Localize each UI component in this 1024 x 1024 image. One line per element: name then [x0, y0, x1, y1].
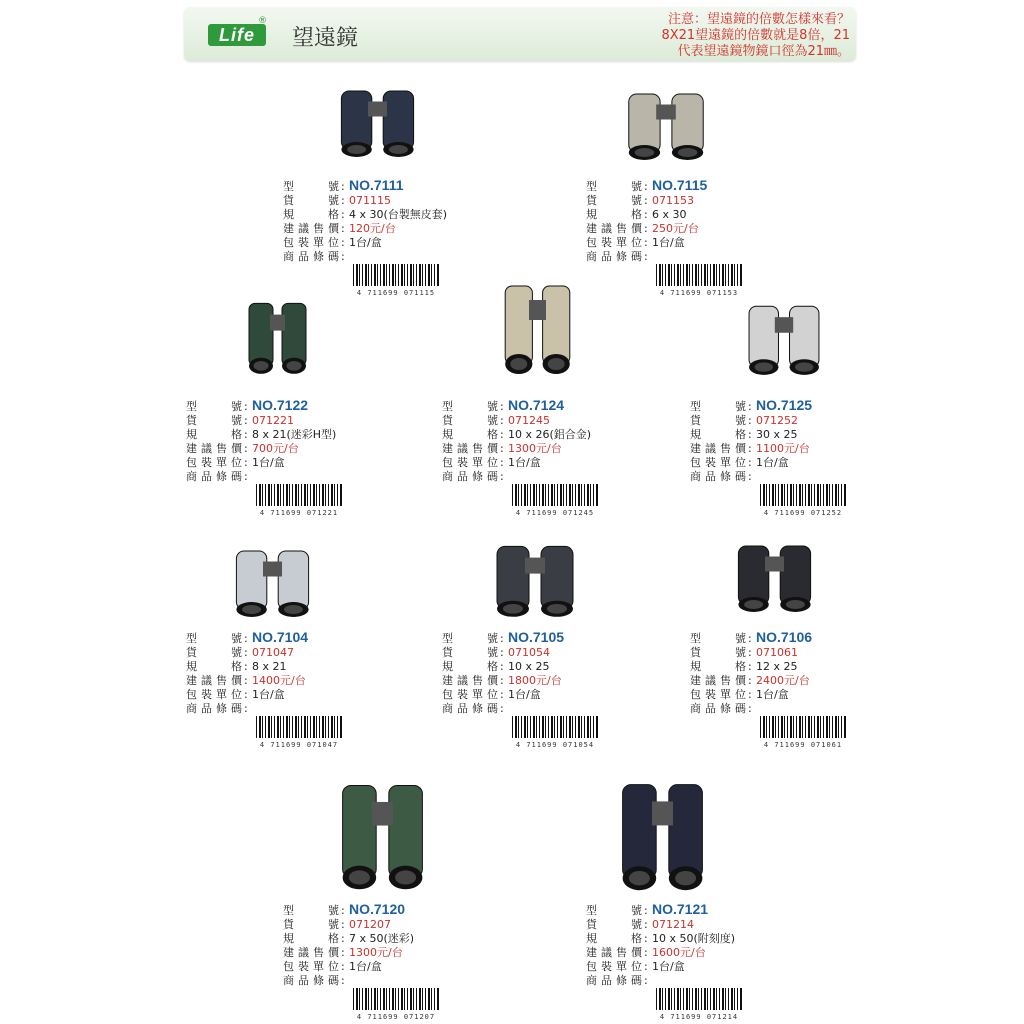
barcode-stripes: [760, 484, 846, 506]
colon: :: [500, 442, 504, 455]
colon: :: [500, 688, 504, 701]
unit-value: 1台/盒: [756, 688, 789, 701]
code-value: 071245: [508, 414, 550, 427]
colon: :: [500, 632, 504, 645]
model-value: NO.7111: [349, 177, 404, 193]
model-label: 型 號: [690, 632, 746, 645]
barcode: [512, 484, 598, 517]
code-label: 貨 號: [690, 646, 746, 659]
spec-value: 8 x 21(迷彩H型): [252, 428, 337, 441]
model-value: NO.7120: [349, 901, 406, 917]
barcode-label: 商品條碼: [586, 974, 642, 987]
colon: :: [644, 208, 648, 221]
barcode: [512, 716, 598, 749]
barcode-digits: 4 711699 071245: [515, 509, 595, 517]
binocular-image: [240, 297, 315, 377]
model-label: 型 號: [186, 400, 242, 413]
model-label: 型 號: [586, 904, 642, 917]
price-label: 建議售價: [442, 442, 498, 455]
barcode-stripes: [760, 716, 846, 738]
barcode: [760, 484, 846, 517]
unit-label: 包裝單位: [186, 688, 242, 701]
colon: :: [644, 918, 648, 931]
spec-label: 規 格: [283, 932, 339, 945]
colon: :: [341, 222, 345, 235]
colon: :: [644, 946, 648, 959]
unit-label: 包裝單位: [586, 236, 642, 249]
unit-label: 包裝單位: [283, 960, 339, 973]
barcode-label: 商品條碼: [690, 470, 746, 483]
colon: :: [644, 960, 648, 973]
barcode: [656, 988, 742, 1021]
barcode-label: 商品條碼: [186, 470, 242, 483]
barcode-label: 商品條碼: [186, 702, 242, 715]
unit-label: 包裝單位: [690, 688, 746, 701]
model-value: NO.7121: [652, 901, 709, 917]
colon: :: [244, 688, 248, 701]
model-label: 型 號: [442, 632, 498, 645]
colon: :: [341, 946, 345, 959]
binocular-image: [495, 278, 580, 378]
colon: :: [644, 222, 648, 235]
model-value: NO.7104: [252, 629, 309, 645]
colon: :: [341, 236, 345, 249]
binocular-image: [738, 300, 830, 378]
code-value: 071153: [652, 194, 694, 207]
unit-label: 包裝單位: [283, 236, 339, 249]
model-label: 型 號: [586, 180, 642, 193]
code-value: 071252: [756, 414, 798, 427]
colon: :: [748, 702, 752, 715]
colon: :: [341, 208, 345, 221]
colon: :: [341, 960, 345, 973]
barcode: [256, 716, 342, 749]
price-value: 1400元/台: [252, 674, 306, 687]
price-value: 1600元/台: [652, 946, 706, 959]
binocular-image: [485, 540, 585, 620]
spec-label: 規 格: [283, 208, 339, 221]
colon: :: [341, 904, 345, 917]
barcode-label: 商品條碼: [442, 470, 498, 483]
life-logo: Life: [208, 24, 266, 46]
barcode-label: 商品條碼: [283, 974, 339, 987]
unit-label: 包裝單位: [586, 960, 642, 973]
colon: :: [244, 646, 248, 659]
colon: :: [244, 442, 248, 455]
code-label: 貨 號: [690, 414, 746, 427]
barcode-digits: 4 711699 071153: [659, 289, 739, 297]
unit-value: 1台/盒: [252, 456, 285, 469]
unit-label: 包裝單位: [186, 456, 242, 469]
unit-value: 1台/盒: [252, 688, 285, 701]
code-value: 071115: [349, 194, 391, 207]
colon: :: [341, 250, 345, 263]
spec-value: 6 x 30: [652, 208, 687, 221]
spec-value: 12 x 25: [756, 660, 798, 673]
model-label: 型 號: [186, 632, 242, 645]
barcode-stripes: [256, 484, 342, 506]
colon: :: [244, 632, 248, 645]
code-label: 貨 號: [186, 646, 242, 659]
barcode-stripes: [656, 988, 742, 1010]
price-value: 2400元/台: [756, 674, 810, 687]
colon: :: [644, 932, 648, 945]
colon: :: [244, 702, 248, 715]
spec-value: 10 x 26(鋁合金): [508, 428, 592, 441]
model-value: NO.7105: [508, 629, 565, 645]
spec-value: 10 x 50(附刻度): [652, 932, 736, 945]
binocular-image: [727, 540, 822, 615]
code-value: 071054: [508, 646, 550, 659]
model-value: NO.7125: [756, 397, 813, 413]
barcode: [353, 264, 439, 297]
price-value: 700元/台: [252, 442, 299, 455]
colon: :: [244, 660, 248, 673]
colon: :: [500, 674, 504, 687]
colon: :: [748, 456, 752, 469]
spec-label: 規 格: [442, 660, 498, 673]
colon: :: [748, 674, 752, 687]
spec-label: 規 格: [586, 208, 642, 221]
barcode-digits: 4 711699 071115: [356, 289, 436, 297]
spec-label: 規 格: [442, 428, 498, 441]
code-label: 貨 號: [283, 194, 339, 207]
barcode-stripes: [512, 716, 598, 738]
barcode-stripes: [353, 264, 439, 286]
unit-value: 1台/盒: [756, 456, 789, 469]
binocular-image: [330, 85, 425, 160]
price-label: 建議售價: [186, 674, 242, 687]
code-label: 貨 號: [442, 414, 498, 427]
price-label: 建議售價: [586, 946, 642, 959]
barcode: [760, 716, 846, 749]
model-label: 型 號: [283, 904, 339, 917]
barcode-digits: 4 711699 071061: [763, 741, 843, 749]
barcode-digits: 4 711699 071054: [515, 741, 595, 749]
spec-value: 30 x 25: [756, 428, 798, 441]
colon: :: [500, 470, 504, 483]
barcode-digits: 4 711699 071221: [259, 509, 339, 517]
code-value: 071214: [652, 918, 694, 931]
code-value: 071047: [252, 646, 294, 659]
spec-label: 規 格: [186, 660, 242, 673]
barcode: [256, 484, 342, 517]
binocular-image: [610, 775, 715, 895]
colon: :: [341, 194, 345, 207]
model-value: NO.7115: [652, 177, 708, 193]
binocular-image: [330, 776, 435, 894]
page-title: 望遠鏡: [292, 26, 359, 51]
colon: :: [644, 236, 648, 249]
unit-value: 1台/盒: [349, 960, 382, 973]
notice-text: [560, 12, 850, 60]
colon: :: [644, 904, 648, 917]
unit-label: 包裝單位: [690, 456, 746, 469]
price-label: 建議售價: [283, 946, 339, 959]
barcode-label: 商品條碼: [442, 702, 498, 715]
colon: :: [500, 660, 504, 673]
price-label: 建議售價: [283, 222, 339, 235]
price-value: 250元/台: [652, 222, 699, 235]
model-value: NO.7106: [756, 629, 813, 645]
unit-value: 1台/盒: [652, 236, 685, 249]
unit-label: 包裝單位: [442, 688, 498, 701]
spec-label: 規 格: [186, 428, 242, 441]
colon: :: [500, 414, 504, 427]
colon: :: [644, 974, 648, 987]
notice-line-1: 注意：望遠鏡的倍數怎樣來看？: [667, 12, 850, 27]
barcode-digits: 4 711699 071207: [356, 1013, 436, 1021]
notice-line-3: 代表望遠鏡物鏡口徑為21㎜。: [677, 44, 850, 59]
colon: :: [644, 250, 648, 263]
colon: :: [748, 442, 752, 455]
spec-value: 8 x 21: [252, 660, 287, 673]
colon: :: [244, 400, 248, 413]
colon: :: [748, 646, 752, 659]
price-label: 建議售價: [186, 442, 242, 455]
colon: :: [748, 414, 752, 427]
barcode-stripes: [256, 716, 342, 738]
barcode-digits: 4 711699 071252: [763, 509, 843, 517]
binocular-image: [617, 88, 715, 163]
colon: :: [500, 428, 504, 441]
colon: :: [341, 932, 345, 945]
unit-label: 包裝單位: [442, 456, 498, 469]
binocular-image: [225, 545, 320, 620]
model-value: NO.7122: [252, 397, 309, 413]
colon: :: [244, 470, 248, 483]
colon: :: [500, 456, 504, 469]
barcode-stripes: [512, 484, 598, 506]
barcode-stripes: [656, 264, 742, 286]
price-label: 建議售價: [690, 674, 746, 687]
price-value: 1300元/台: [508, 442, 562, 455]
spec-label: 規 格: [586, 932, 642, 945]
colon: :: [341, 974, 345, 987]
model-label: 型 號: [283, 180, 339, 193]
code-label: 貨 號: [442, 646, 498, 659]
colon: :: [748, 632, 752, 645]
price-value: 1100元/台: [756, 442, 810, 455]
colon: :: [341, 180, 345, 193]
barcode-label: 商品條碼: [283, 250, 339, 263]
colon: :: [644, 194, 648, 207]
code-value: 071207: [349, 918, 391, 931]
colon: :: [341, 918, 345, 931]
spec-value: 7 x 50(迷彩): [349, 932, 415, 945]
model-value: NO.7124: [508, 397, 565, 413]
colon: :: [644, 180, 648, 193]
code-value: 071061: [756, 646, 798, 659]
colon: :: [500, 646, 504, 659]
colon: :: [244, 456, 248, 469]
model-label: 型 號: [442, 400, 498, 413]
barcode-stripes: [353, 988, 439, 1010]
price-value: 120元/台: [349, 222, 396, 235]
colon: :: [500, 702, 504, 715]
barcode-label: 商品條碼: [586, 250, 642, 263]
code-label: 貨 號: [186, 414, 242, 427]
colon: :: [748, 688, 752, 701]
spec-label: 規 格: [690, 660, 746, 673]
colon: :: [244, 674, 248, 687]
notice-line-2: 8X21望遠鏡的倍數就是8倍，21: [661, 28, 850, 43]
price-label: 建議售價: [690, 442, 746, 455]
barcode: [656, 264, 742, 297]
code-label: 貨 號: [586, 918, 642, 931]
barcode: [353, 988, 439, 1021]
spec-label: 規 格: [690, 428, 746, 441]
colon: :: [748, 400, 752, 413]
price-value: 1800元/台: [508, 674, 562, 687]
spec-value: 4 x 30(台製無皮套): [349, 208, 448, 221]
colon: :: [244, 428, 248, 441]
unit-value: 1台/盒: [349, 236, 382, 249]
code-label: 貨 號: [283, 918, 339, 931]
code-value: 071221: [252, 414, 294, 427]
price-value: 1300元/台: [349, 946, 403, 959]
code-label: 貨 號: [586, 194, 642, 207]
model-label: 型 號: [690, 400, 746, 413]
barcode-digits: 4 711699 071214: [659, 1013, 739, 1021]
unit-value: 1台/盒: [508, 688, 541, 701]
colon: :: [244, 414, 248, 427]
unit-value: 1台/盒: [652, 960, 685, 973]
spec-value: 10 x 25: [508, 660, 550, 673]
price-label: 建議售價: [442, 674, 498, 687]
unit-value: 1台/盒: [508, 456, 541, 469]
barcode-digits: 4 711699 071047: [259, 741, 339, 749]
colon: :: [748, 470, 752, 483]
price-label: 建議售價: [586, 222, 642, 235]
colon: :: [748, 428, 752, 441]
colon: :: [500, 400, 504, 413]
registered-mark: ®: [258, 16, 267, 26]
barcode-label: 商品條碼: [690, 702, 746, 715]
colon: :: [748, 660, 752, 673]
